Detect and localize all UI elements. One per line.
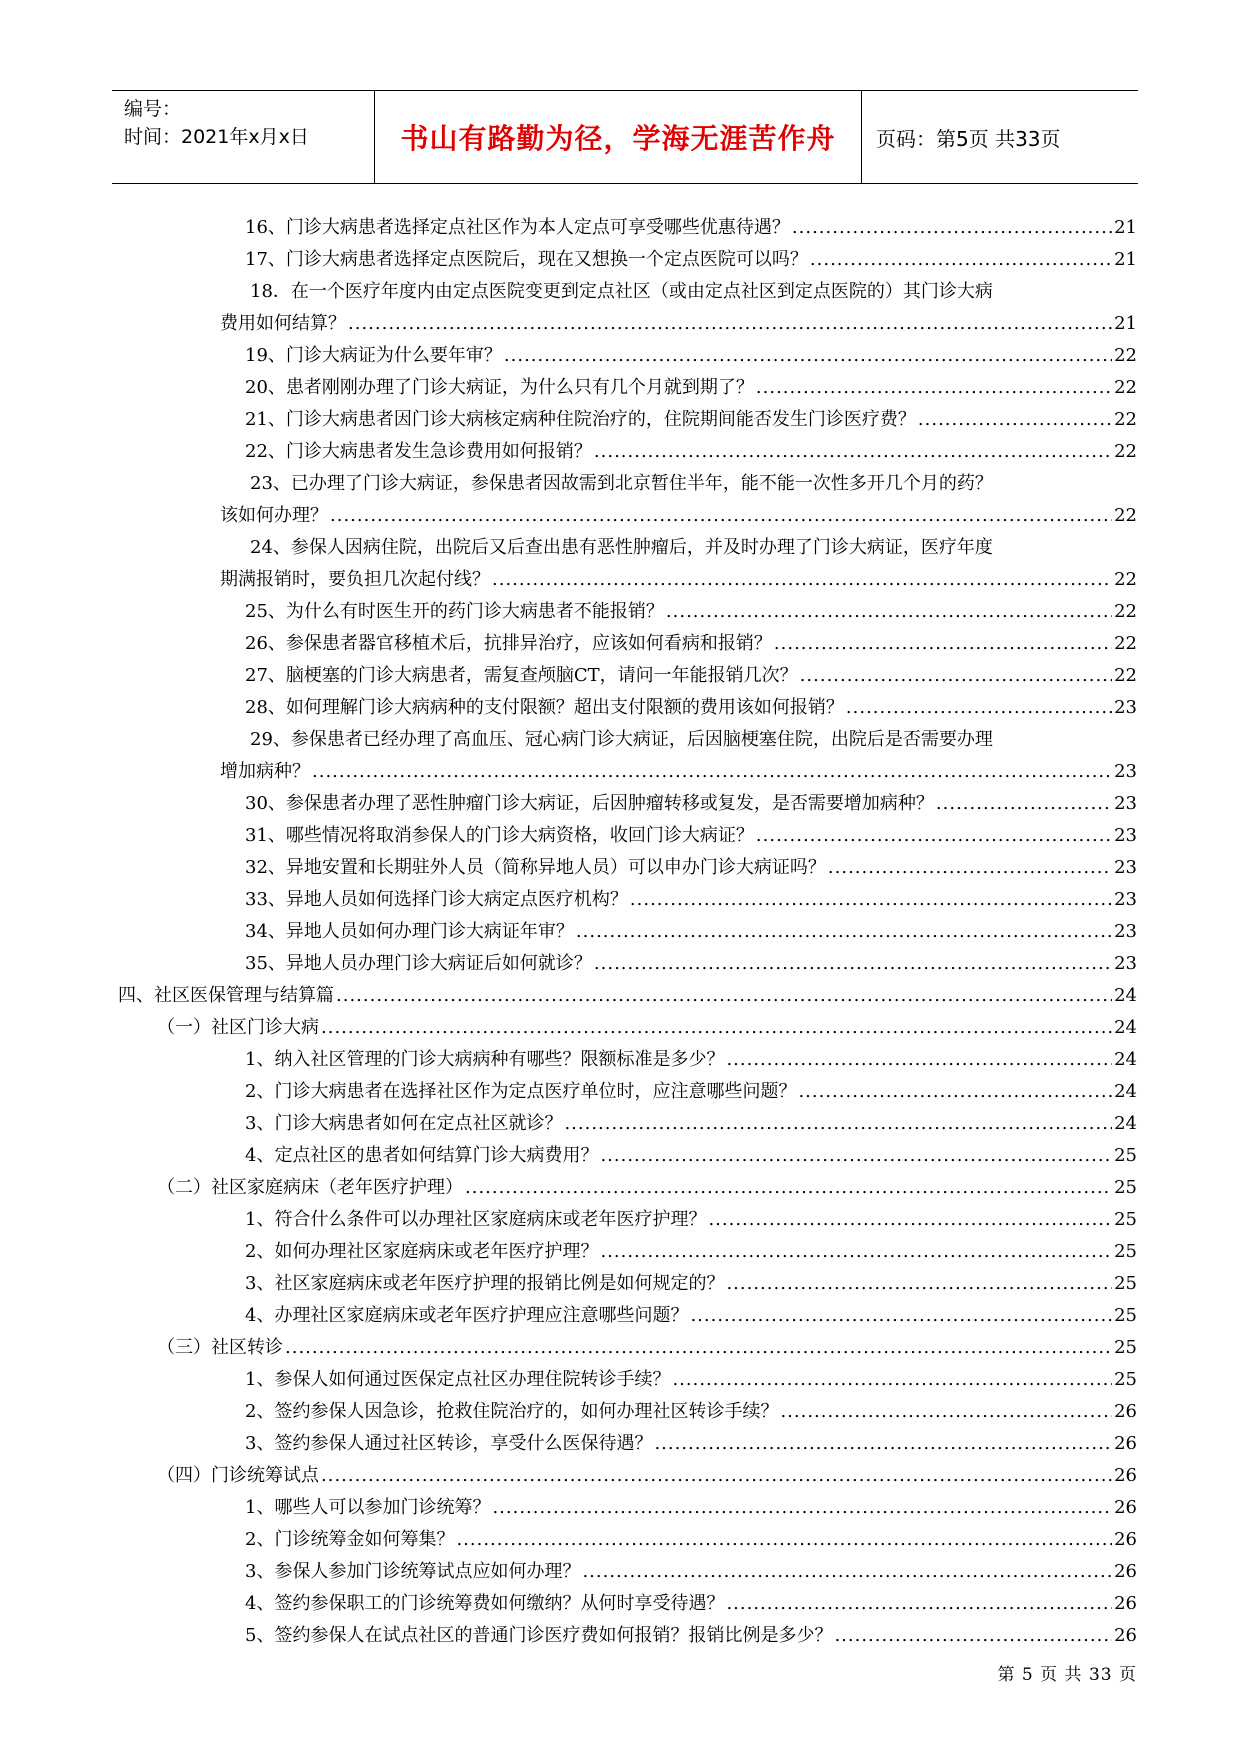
- toc-entry: [0, 1588, 1241, 1620]
- toc-entry-text: 1、纳入社区管理的门诊大病病种有哪些？限额标准是多少？: [245, 1049, 725, 1070]
- toc-entry-page: 23: [1114, 825, 1137, 846]
- dot-leader: [348, 308, 1112, 340]
- toc-subsection: [0, 1460, 1241, 1492]
- toc-entry: [0, 1524, 1241, 1556]
- toc-subsection: [0, 1172, 1241, 1204]
- dot-leader: [800, 660, 1112, 692]
- toc-entry: [0, 1364, 1241, 1396]
- dot-leader: [828, 852, 1112, 884]
- toc-entry-page: 23: [1114, 761, 1137, 782]
- toc-entry-page: 21: [1114, 249, 1137, 270]
- toc-entry-page: 22: [1114, 505, 1137, 526]
- toc-entry-text: 16、门诊大病患者选择定点社区作为本人定点可享受哪些优惠待遇？: [245, 217, 790, 238]
- dot-leader: [690, 1300, 1112, 1332]
- dot-leader: [582, 1556, 1112, 1588]
- toc-entry-text: 27、脑梗塞的门诊大病患者，需复查颅脑CT，请问一年能报销几次？: [245, 665, 798, 686]
- toc-entry: [0, 1108, 1241, 1140]
- toc-entry-text: 19、门诊大病证为什么要年审？: [245, 345, 502, 366]
- toc-entry-page: 23: [1114, 953, 1137, 974]
- toc-entry-page: 26: [1114, 1625, 1137, 1646]
- dot-leader: [798, 1076, 1112, 1108]
- toc-entry-text: 四、社区医保管理与结算篇: [118, 985, 334, 1006]
- toc-entry-text-line1: 24、参保人因病住院，出院后又后查出患有恶性肿瘤后，并及时办理了门诊大病证，医疗年度: [250, 537, 993, 558]
- toc-entry-page: 26: [1114, 1497, 1137, 1518]
- toc-entry-text: 28、如何理解门诊大病病种的支付限额？超出支付限额的费用该如何报销？: [245, 697, 844, 718]
- dot-leader: [834, 1620, 1112, 1652]
- toc-entry-text: （三）社区转诊: [157, 1337, 283, 1358]
- dot-leader: [594, 948, 1112, 980]
- dot-leader: [321, 1012, 1112, 1044]
- toc-entry: [0, 404, 1241, 436]
- toc-entry-line2: [0, 308, 1241, 340]
- toc-entry: [0, 372, 1241, 404]
- dot-leader: [654, 1428, 1112, 1460]
- toc-entry-text: 22、门诊大病患者发生急诊费用如何报销？: [245, 441, 592, 462]
- dot-leader: [336, 980, 1112, 1012]
- dot-leader: [666, 596, 1112, 628]
- toc-entry-text: 增加病种？: [220, 761, 310, 782]
- toc-entry-page: 24: [1114, 1081, 1137, 1102]
- dot-leader: [672, 1364, 1112, 1396]
- toc-entry: [0, 244, 1241, 276]
- toc-entry-text-line1: 29、参保患者已经办理了高血压、冠心病门诊大病证，后因脑梗塞住院，出院后是否需要办理: [250, 729, 993, 750]
- dot-leader: [576, 916, 1112, 948]
- toc-entry-page: 25: [1114, 1305, 1137, 1326]
- toc-entry-page: 23: [1114, 697, 1137, 718]
- dot-leader: [285, 1332, 1112, 1364]
- toc-entry: [0, 1236, 1241, 1268]
- toc-entry-text: 3、签约参保人通过社区转诊，享受什么医保待遇？: [245, 1433, 653, 1454]
- toc-entry-text: 2、门诊统筹金如何筹集？: [245, 1529, 455, 1550]
- toc-entry: [0, 628, 1241, 660]
- header-meta: [112, 91, 374, 183]
- toc-entry: [0, 1428, 1241, 1460]
- toc-entry-text: 1、符合什么条件可以办理社区家庭病床或老年医疗护理？: [245, 1209, 707, 1230]
- dot-leader: [600, 1236, 1112, 1268]
- toc-entry-text: 3、门诊大病患者如何在定点社区就诊？: [245, 1113, 563, 1134]
- toc-entry: [0, 1556, 1241, 1588]
- toc-entry-text: 1、参保人如何通过医保定点社区办理住院转诊手续？: [245, 1369, 671, 1390]
- dot-leader: [312, 756, 1112, 788]
- header-page-label: 页码：第5页 共33页: [876, 126, 1061, 151]
- toc-entry-text: 2、门诊大病患者在选择社区作为定点医疗单位时，应注意哪些问题？: [245, 1081, 797, 1102]
- toc-entry-text: 3、参保人参加门诊统筹试点应如何办理？: [245, 1561, 581, 1582]
- number-label: 编号：: [124, 98, 182, 120]
- toc-entry-text: 4、定点社区的患者如何结算门诊大病费用？: [245, 1145, 599, 1166]
- dot-leader: [708, 1204, 1112, 1236]
- toc-entry-page: 23: [1114, 889, 1137, 910]
- toc-entry: [0, 276, 1241, 340]
- dot-leader: [756, 372, 1112, 404]
- toc-entry-line2: [0, 756, 1241, 788]
- toc-entry-text: （二）社区家庭病床（老年医疗护理）: [157, 1177, 463, 1198]
- toc-entry: [0, 1396, 1241, 1428]
- toc-entry-page: 22: [1114, 377, 1137, 398]
- toc-entry-page: 24: [1114, 1017, 1137, 1038]
- toc-entry: [0, 884, 1241, 916]
- toc-entry: [0, 468, 1241, 532]
- toc-entry: [0, 820, 1241, 852]
- dot-leader: [936, 788, 1112, 820]
- dot-leader: [492, 1492, 1112, 1524]
- toc-entry-page: 25: [1114, 1337, 1137, 1358]
- dot-leader: [594, 436, 1112, 468]
- table-of-contents: [0, 212, 1241, 1652]
- toc-entry-text: 26、参保患者器官移植术后，抗排异治疗，应该如何看病和报销？: [245, 633, 772, 654]
- toc-entry-page: 22: [1114, 441, 1137, 462]
- toc-entry-text: 35、异地人员办理门诊大病证后如何就诊？: [245, 953, 592, 974]
- toc-entry-text: 2、如何办理社区家庭病床或老年医疗护理？: [245, 1241, 599, 1262]
- toc-entry-page: 23: [1114, 793, 1137, 814]
- toc-entry-text: 2、签约参保人因急诊，抢救住院治疗的，如何办理社区转诊手续？: [245, 1401, 779, 1422]
- toc-entry-page: 22: [1114, 633, 1137, 654]
- toc-entry-text: （四）门诊统筹试点: [157, 1465, 319, 1486]
- toc-entry: [0, 1076, 1241, 1108]
- toc-entry: [0, 916, 1241, 948]
- toc-entry: [0, 948, 1241, 980]
- toc-section: [0, 980, 1241, 1012]
- toc-subsection: [0, 1012, 1241, 1044]
- dot-leader: [810, 244, 1112, 276]
- dot-leader: [774, 628, 1112, 660]
- toc-entry-text: 4、签约参保职工的门诊统筹费如何缴纳？从何时享受待遇？: [245, 1593, 725, 1614]
- dot-leader: [504, 340, 1112, 372]
- toc-entry-page: 21: [1114, 217, 1137, 238]
- toc-entry-text: 17、门诊大病患者选择定点医院后，现在又想换一个定点医院可以吗？: [245, 249, 808, 270]
- toc-entry: [0, 1268, 1241, 1300]
- toc-subsection: [0, 1332, 1241, 1364]
- toc-entry-page: 24: [1114, 985, 1137, 1006]
- toc-entry-page: 25: [1114, 1369, 1137, 1390]
- toc-entry-text: 4、办理社区家庭病床或老年医疗护理应注意哪些问题？: [245, 1305, 689, 1326]
- dot-leader: [756, 820, 1112, 852]
- dot-leader: [456, 1524, 1112, 1556]
- toc-entry-page: 24: [1114, 1049, 1137, 1070]
- toc-entry: [0, 340, 1241, 372]
- dot-leader: [321, 1460, 1112, 1492]
- toc-entry-text: 3、社区家庭病床或老年医疗护理的报销比例是如何规定的？: [245, 1273, 725, 1294]
- toc-entry: [0, 660, 1241, 692]
- toc-entry: [0, 1140, 1241, 1172]
- toc-entry: [0, 532, 1241, 596]
- toc-entry-text: 该如何办理？: [220, 505, 328, 526]
- toc-entry: [0, 1044, 1241, 1076]
- toc-entry: [0, 212, 1241, 244]
- toc-entry: [0, 788, 1241, 820]
- toc-entry-page: 26: [1114, 1561, 1137, 1582]
- toc-entry-text: 34、异地人员如何办理门诊大病证年审？: [245, 921, 574, 942]
- page-header: [112, 90, 1138, 184]
- toc-entry-page: 24: [1114, 1113, 1137, 1134]
- dot-leader: [792, 212, 1112, 244]
- toc-entry-page: 22: [1114, 569, 1137, 590]
- toc-entry-page: 22: [1114, 601, 1137, 622]
- dot-leader: [726, 1044, 1112, 1076]
- toc-entry-text: 25、为什么有时医生开的药门诊大病患者不能报销？: [245, 601, 664, 622]
- toc-entry-text: （一）社区门诊大病: [157, 1017, 319, 1038]
- toc-entry-text: 31、哪些情况将取消参保人的门诊大病资格，收回门诊大病证？: [245, 825, 754, 846]
- toc-entry-page: 21: [1114, 313, 1137, 334]
- toc-entry: [0, 692, 1241, 724]
- time-label: 时间：2021年x月x日: [124, 126, 309, 148]
- toc-entry-page: 25: [1114, 1273, 1137, 1294]
- toc-entry-text: 费用如何结算？: [220, 313, 346, 334]
- toc-entry-page: 26: [1114, 1465, 1137, 1486]
- toc-entry-page: 25: [1114, 1241, 1137, 1262]
- toc-entry: [0, 852, 1241, 884]
- dot-leader: [846, 692, 1112, 724]
- toc-entry: [0, 1204, 1241, 1236]
- toc-entry-text: 期满报销时，要负担几次起付线？: [220, 569, 490, 590]
- toc-entry-text: 33、异地人员如何选择门诊大病定点医疗机构？: [245, 889, 628, 910]
- dot-leader: [780, 1396, 1112, 1428]
- toc-entry-page: 25: [1114, 1177, 1137, 1198]
- toc-entry-line2: [0, 500, 1241, 532]
- toc-entry-page: 22: [1114, 665, 1137, 686]
- toc-entry-page: 23: [1114, 921, 1137, 942]
- toc-entry-page: 26: [1114, 1433, 1137, 1454]
- dot-leader: [492, 564, 1112, 596]
- toc-entry: [0, 724, 1241, 788]
- toc-entry-page: 25: [1114, 1145, 1137, 1166]
- toc-entry: [0, 1620, 1241, 1652]
- toc-entry-text: 20、患者刚刚办理了门诊大病证，为什么只有几个月就到期了？: [245, 377, 754, 398]
- dot-leader: [918, 404, 1112, 436]
- toc-entry-page: 22: [1114, 409, 1137, 430]
- toc-entry-page: 26: [1114, 1529, 1137, 1550]
- toc-entry-page: 25: [1114, 1209, 1137, 1230]
- toc-entry-text: 5、签约参保人在试点社区的普通门诊医疗费如何报销？报销比例是多少？: [245, 1625, 833, 1646]
- toc-entry-page: 26: [1114, 1401, 1137, 1422]
- dot-leader: [465, 1172, 1112, 1204]
- dot-leader: [330, 500, 1112, 532]
- toc-entry-text: 32、异地安置和长期驻外人员（简称异地人员）可以申办门诊大病证吗？: [245, 857, 826, 878]
- dot-leader: [726, 1268, 1112, 1300]
- header-motto: 书山有路勤为径，学海无涯苦作舟: [374, 91, 862, 183]
- toc-entry-text-line1: 23、已办理了门诊大病证，参保患者因故需到北京暂住半年，能不能一次性多开几个月的药？: [250, 473, 993, 494]
- toc-entry-line2: [0, 564, 1241, 596]
- dot-leader: [630, 884, 1112, 916]
- toc-entry-text-line1: 18．在一个医疗年度内由定点医院变更到定点社区（或由定点社区到定点医院的）其门诊大病: [250, 281, 993, 302]
- toc-entry-page: 22: [1114, 345, 1137, 366]
- toc-entry: [0, 436, 1241, 468]
- dot-leader: [726, 1588, 1112, 1620]
- dot-leader: [564, 1108, 1112, 1140]
- toc-entry-text: 21、门诊大病患者因门诊大病核定病种住院治疗的，住院期间能否发生门诊医疗费？: [245, 409, 916, 430]
- toc-entry-text: 30、参保患者办理了恶性肿瘤门诊大病证，后因肿瘤转移或复发，是否需要增加病种？: [245, 793, 934, 814]
- dot-leader: [600, 1140, 1112, 1172]
- page-footer: 第 5 页 共 33 页: [997, 1665, 1137, 1685]
- toc-entry: [0, 1300, 1241, 1332]
- toc-entry-text: 1、哪些人可以参加门诊统筹？: [245, 1497, 491, 1518]
- toc-entry: [0, 1492, 1241, 1524]
- toc-entry: [0, 596, 1241, 628]
- toc-entry-page: 23: [1114, 857, 1137, 878]
- toc-entry-page: 26: [1114, 1593, 1137, 1614]
